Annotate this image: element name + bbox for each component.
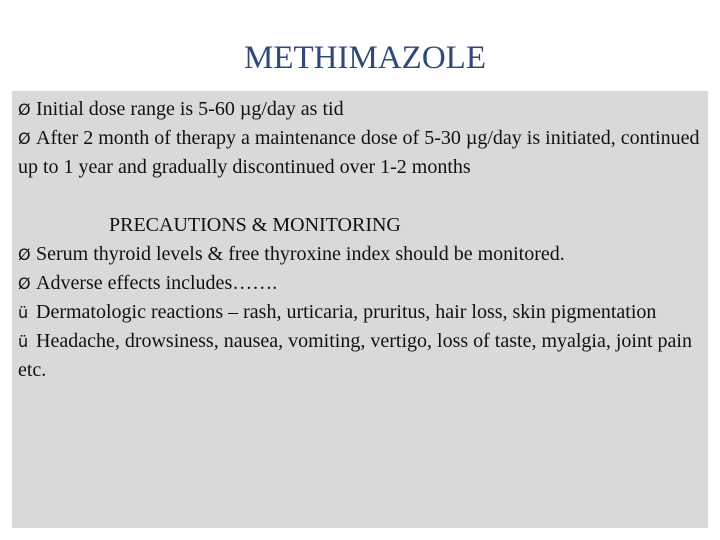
checkmark-bullet-icon: ü [18, 332, 29, 351]
dosing-maintenance-text: After 2 month of therapy a maintenance dose of 5-30 µg/day is initiated, continued up to 1 year and gradually discontinued over 1-2 months [18, 127, 700, 178]
monitoring-item-adverse [18, 269, 704, 298]
arrow-bullet-icon: Ø [18, 245, 31, 264]
adverse-dermatologic-text: Dermatologic reactions – rash, urticaria, pruritus, hair loss, skin pigmentation [36, 301, 657, 323]
dosing-item-initial [18, 95, 704, 124]
arrow-bullet-icon: Ø [18, 274, 31, 293]
precautions-heading: PRECAUTIONS & MONITORING [109, 214, 401, 236]
arrow-bullet-icon: Ø [18, 100, 31, 119]
dosing-item-maintenance [18, 124, 704, 182]
adverse-headache-text: Headache, drowsiness, nausea, vomiting, vertigo, loss of taste, myalgia, joint pain etc. [18, 330, 692, 381]
slide-title: METHIMAZOLE [244, 40, 486, 76]
monitoring-serum-text: Serum thyroid levels & free thyroxine index should be monitored. [36, 243, 565, 265]
monitoring-item-serum [18, 240, 704, 269]
adverse-item-headache [18, 327, 704, 385]
adverse-item-dermatologic [18, 298, 704, 327]
arrow-bullet-icon: Ø [18, 129, 31, 148]
dosing-initial-text: Initial dose range is 5-60 µg/day as tid [36, 98, 344, 120]
monitoring-adverse-text: Adverse effects includes……. [36, 272, 278, 294]
content-text [18, 95, 704, 385]
spacer [18, 182, 704, 211]
checkmark-bullet-icon: ü [18, 303, 29, 322]
content-box [12, 91, 708, 528]
